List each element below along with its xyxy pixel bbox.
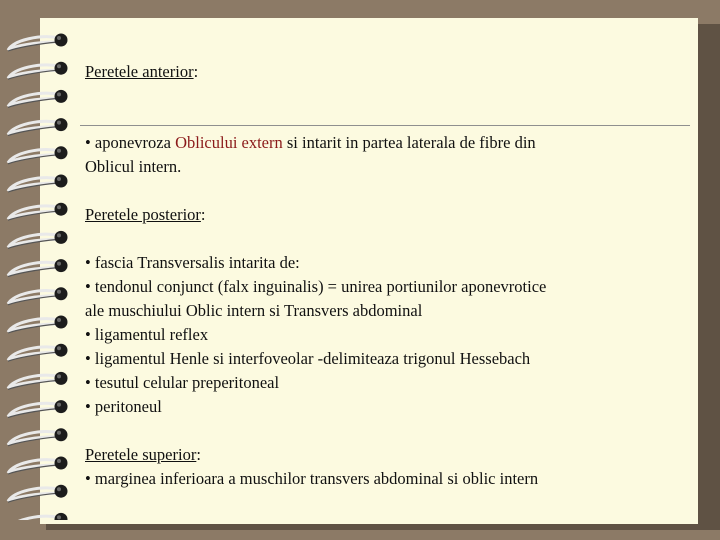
heading-superior-line: Peretele superior: <box>85 445 201 464</box>
anterior-bullet-1: • aponevroza Oblicului extern si intarit in partea laterala de fibre din <box>85 133 536 152</box>
spiral-ring-icon <box>8 287 68 305</box>
spiral-ring-icon <box>8 118 68 136</box>
spiral-ring-icon <box>8 513 68 520</box>
posterior-line-5: • ligamentul Henle si interfoveolar -delimiteaza trigonul Hessebach <box>85 349 531 368</box>
posterior-line-2: • tendonul conjunct (falx inguinalis) = unirea portiunilor aponevrotice <box>85 277 547 296</box>
heading-superior: Peretele superior <box>85 445 197 464</box>
spiral-ring-icon <box>8 90 68 108</box>
posterior-line-1: • fascia Transversalis intarita de: <box>85 253 300 272</box>
highlight-oblic-extern: Oblicului extern <box>175 133 283 152</box>
spiral-ring-icon <box>8 175 68 193</box>
spiral-ring-icon <box>8 259 68 277</box>
spiral-ring-icon <box>8 316 68 334</box>
spiral-ring-icon <box>8 457 68 475</box>
spiral-ring-icon <box>8 372 68 390</box>
spiral-ring-icon <box>8 344 68 362</box>
spiral-ring-icon <box>8 146 68 164</box>
spiral-ring-icon <box>8 400 68 418</box>
spiral-ring-icon <box>8 34 68 52</box>
heading-posterior-line: Peretele posterior: <box>85 205 206 224</box>
spiral-ring-icon <box>8 62 68 79</box>
spiral-ring-icon <box>8 485 68 503</box>
heading-posterior: Peretele posterior <box>85 205 201 224</box>
posterior-line-6: • tesutul celular preperitoneal <box>85 373 280 392</box>
posterior-line-7: • peritoneul <box>85 397 162 416</box>
spiral-ring-icon <box>8 203 68 221</box>
spiral-ring-icon <box>8 231 68 249</box>
anterior-bullet-1-cont: Oblicul intern. <box>85 157 182 176</box>
superior-line-1: • marginea inferioara a muschilor transvers abdominal si oblic intern <box>85 469 539 488</box>
divider-line <box>80 125 690 126</box>
heading-anterior: Peretele anterior <box>85 62 194 81</box>
spiral-binding <box>0 20 75 520</box>
spiral-ring-icon <box>8 428 68 446</box>
posterior-line-4: • ligamentul reflex <box>85 325 209 344</box>
posterior-line-3: ale muschiului Oblic intern si Transvers abdominal <box>85 301 423 320</box>
heading-anterior-line: Peretele anterior: <box>85 62 199 81</box>
